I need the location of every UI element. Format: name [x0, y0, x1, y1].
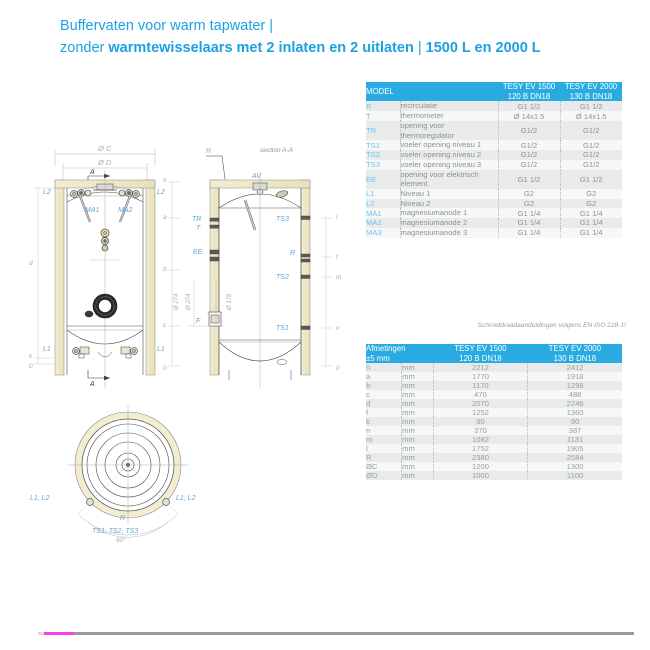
row-value-a: G1 1/4: [498, 208, 560, 218]
dim-unit: mm: [402, 399, 434, 408]
row-value-b: G2: [560, 199, 622, 209]
table-row: [366, 140, 622, 150]
table-row: [366, 462, 622, 471]
dim-code: c: [366, 390, 402, 399]
dim-value-a: 1252: [433, 408, 527, 417]
dim-value-b: 2584: [528, 453, 622, 462]
table-row: [366, 372, 622, 381]
dim-header-line1: Afmetingen: [366, 344, 406, 353]
label-angle-90: 90°: [116, 537, 126, 544]
model-header-col-b-line2: 130 B DN18: [569, 91, 613, 101]
model-table: [366, 82, 622, 238]
model-header-col-b: [560, 82, 622, 101]
table-row: [366, 471, 622, 480]
dim-code: n: [366, 426, 402, 435]
title-line-1: Buffervaten voor warm tapwater |: [60, 18, 274, 34]
table-row: [366, 435, 622, 444]
row-value-a: Ø 14x1.5: [498, 111, 560, 121]
row-desc: recirculatie: [400, 101, 498, 111]
row-value-b: G1/2: [560, 121, 622, 140]
dim-value-a: 1752: [433, 444, 527, 453]
table-row: [366, 218, 622, 228]
table-row: [366, 390, 622, 399]
label-ee: EE: [193, 249, 203, 256]
dimensions-table-body: [366, 363, 622, 480]
footer-rule-magenta-segment: [44, 632, 74, 635]
dim-front-a: a: [163, 214, 167, 221]
dim-unit: mm: [402, 372, 434, 381]
table-row: [366, 199, 622, 209]
section-caption: section A-A: [260, 147, 293, 154]
model-header-col-a: [498, 82, 560, 101]
dim-code: ØD: [366, 471, 402, 480]
dim-header-col-a-line1: TESY EV 1500: [454, 344, 507, 353]
label-f: F: [196, 318, 201, 325]
dim-section-zero: 0: [336, 365, 340, 372]
row-desc: voeler opening niveau 3: [400, 160, 498, 170]
row-code: MA1: [366, 208, 400, 218]
table-row: [366, 208, 622, 218]
row-desc: opening voor thermoregulator: [400, 121, 498, 140]
dim-unit: mm: [402, 444, 434, 453]
row-value-b: G1/2: [560, 150, 622, 160]
label-r-top: R: [206, 148, 212, 155]
table-row: [366, 189, 622, 199]
row-code: MA2: [366, 218, 400, 228]
dim-value-b: 2412: [528, 363, 622, 372]
table-row: [366, 381, 622, 390]
dim-unit: mm: [402, 381, 434, 390]
dim-value-a: 90: [433, 417, 527, 426]
row-value-a: G1 1/4: [498, 218, 560, 228]
label-l1-l2-left: L1, L2: [30, 495, 50, 502]
table-row: [366, 399, 622, 408]
table-row: [366, 111, 622, 121]
row-value-b: G1 1/2: [560, 101, 622, 111]
dim-code: ØC: [366, 462, 402, 471]
row-value-a: G1 1/2: [498, 170, 560, 189]
dim-header-label: [366, 344, 433, 363]
model-header-label: MODEL: [366, 82, 498, 101]
dim-section-l: l: [336, 214, 338, 221]
top-view-drawing: [30, 405, 196, 544]
section-arrow-a-top: A: [90, 169, 95, 176]
dim-value-b: 1131: [528, 435, 622, 444]
table-row: [366, 408, 622, 417]
table-row: [366, 444, 622, 453]
dim-code: m: [366, 435, 402, 444]
model-header-col-a-line2: 120 B DN18: [507, 91, 551, 101]
dim-front-k: k: [29, 353, 33, 360]
dim-value-b: 1100: [528, 471, 622, 480]
label-ma2: MA2: [118, 207, 133, 214]
row-value-a: G2: [498, 199, 560, 209]
dim-unit: mm: [402, 417, 434, 426]
dim-value-a: 2070: [433, 399, 527, 408]
dim-front-b: b: [163, 266, 167, 273]
row-value-a: G1 1/2: [498, 101, 560, 111]
row-value-b: G1/2: [560, 160, 622, 170]
dim-header-col-a-line2: 120 B DN18: [459, 353, 502, 363]
row-value-a: G1/2: [498, 160, 560, 170]
table-row: [366, 121, 622, 140]
label-t: T: [196, 225, 201, 232]
dim-code: d: [366, 399, 402, 408]
row-code: T: [366, 111, 400, 121]
row-value-a: G1/2: [498, 140, 560, 150]
dim-code: l: [366, 444, 402, 453]
title-bold-1: warmtewisselaars met 2 inlaten en 2 uitlaten: [108, 39, 414, 56]
dim-value-a: 1082: [433, 435, 527, 444]
label-ts3: TS3: [276, 216, 289, 223]
dim-code: a: [366, 372, 402, 381]
row-desc: voeler opening niveau 1: [400, 140, 498, 150]
label-av: AV: [252, 173, 261, 180]
section-arrow-a-bottom: A: [90, 381, 95, 388]
dim-value-b: 1300: [528, 462, 622, 471]
title-separator: |: [413, 39, 426, 56]
dim-value-a: 2212: [433, 363, 527, 372]
row-desc: thermometer: [400, 111, 498, 121]
dim-unit: mm: [402, 471, 434, 480]
dim-front-d274: Ø 274: [174, 293, 180, 310]
dim-header-line2: ±5 mm: [366, 353, 390, 363]
front-view-drawing: [29, 144, 180, 388]
row-code: R: [366, 101, 400, 111]
label-l1-left: L1: [43, 346, 51, 353]
dim-unit: mm: [402, 435, 434, 444]
dim-section-f: f: [336, 254, 338, 261]
dim-value-a: 1170: [433, 381, 527, 390]
table-row: [366, 101, 622, 111]
dim-value-b: 1298: [528, 381, 622, 390]
dim-value-b: 2246: [528, 399, 622, 408]
model-table-header: [366, 82, 622, 101]
row-code: L2: [366, 199, 400, 209]
row-desc: opening voor elektrisch element: [400, 170, 498, 189]
title-line-2: [60, 38, 640, 60]
dim-diameter-c: Ø C: [98, 144, 112, 153]
label-r-right: R: [290, 250, 296, 257]
row-code: TR: [366, 121, 400, 140]
dim-front-h: h: [163, 177, 167, 184]
dim-header-col-b-line1: TESY EV 2000: [548, 344, 601, 353]
row-code: TS3: [366, 160, 400, 170]
row-value-a: G1/2: [498, 121, 560, 140]
dim-unit: mm: [402, 363, 434, 372]
dim-section-d274: Ø 274: [186, 293, 192, 310]
dim-value-a: 470: [433, 390, 527, 399]
label-l1-right: L1: [157, 346, 165, 353]
row-code: MA3: [366, 228, 400, 238]
label-l2-left: L2: [43, 189, 51, 196]
dim-unit: mm: [402, 390, 434, 399]
label-ts1: TS1: [276, 325, 289, 332]
dim-header-col-a: [433, 344, 527, 363]
model-table-note: Schroefdraadaanduidingen volgens EN ISO 228-1!: [477, 322, 626, 329]
row-desc: magnesiumanode 1: [400, 208, 498, 218]
row-value-a: G2: [498, 189, 560, 199]
dim-value-a: 1200: [433, 462, 527, 471]
row-code: TS1: [366, 140, 400, 150]
row-value-b: Ø 14x1.5: [560, 111, 622, 121]
dim-value-a: 1770: [433, 372, 527, 381]
dim-front-zero: 0: [29, 363, 33, 370]
table-row: [366, 453, 622, 462]
dim-value-b: 387: [528, 426, 622, 435]
dim-value-b: 1360: [528, 408, 622, 417]
dim-value-b: 488: [528, 390, 622, 399]
row-code: TS2: [366, 150, 400, 160]
dim-value-b: 1905: [528, 444, 622, 453]
row-value-b: G1 1/4: [560, 228, 622, 238]
dim-value-a: 1000: [433, 471, 527, 480]
dim-section-d176: Ø 176: [227, 293, 233, 310]
dim-diameter-d: Ø D: [98, 158, 112, 167]
table-row: [366, 363, 622, 372]
label-l1-l2-right: L1, L2: [176, 495, 196, 502]
dim-unit: mm: [402, 462, 434, 471]
dim-unit: mm: [402, 453, 434, 462]
technical-drawings: [10, 130, 350, 650]
label-r-topview: R: [120, 515, 126, 522]
row-value-b: G2: [560, 189, 622, 199]
label-tr: TR: [192, 216, 202, 223]
page-title: [60, 16, 640, 60]
table-row: [366, 228, 622, 238]
dim-section-m: m: [336, 274, 342, 281]
model-header-col-a-line1: TESY EV 1500: [502, 82, 556, 91]
dim-value-b: 1918: [528, 372, 622, 381]
row-desc: voeler opening niveau 2: [400, 150, 498, 160]
dim-code: b: [366, 381, 402, 390]
dim-value-a: 2380: [433, 453, 527, 462]
dim-code: h: [366, 363, 402, 372]
row-value-b: G1 1/2: [560, 170, 622, 189]
row-desc: magnesiumanode 3: [400, 228, 498, 238]
dim-header-col-b: [528, 344, 622, 363]
dim-front-c: c: [163, 322, 167, 329]
model-header-col-b-line1: TESY EV 2000: [564, 82, 618, 91]
model-table-body: [366, 101, 622, 237]
dim-value-b: 90: [528, 417, 622, 426]
title-prefix: zonder: [60, 39, 109, 56]
label-ts-topview: TS1, TS2, TS3: [92, 528, 139, 535]
table-row: [366, 426, 622, 435]
section-aa-drawing: [186, 147, 342, 388]
dim-code: f: [366, 408, 402, 417]
dimensions-table-header: [366, 344, 622, 363]
row-value-b: G1 1/4: [560, 208, 622, 218]
label-l2-right: L2: [157, 189, 165, 196]
dim-front-d: d: [29, 260, 33, 267]
row-value-a: G1 1/4: [498, 228, 560, 238]
dim-header-col-b-line2: 130 B DN18: [553, 353, 597, 363]
dim-code: k: [366, 417, 402, 426]
dim-front-zero-right: 0: [163, 365, 167, 372]
dim-section-n: n: [336, 325, 340, 332]
title-bold-2: 1500 L en 2000 L: [425, 39, 541, 56]
dim-value-a: 370: [433, 426, 527, 435]
dim-unit: mm: [402, 408, 434, 417]
dim-code: R: [366, 453, 402, 462]
row-value-a: G1/2: [498, 150, 560, 160]
row-code: EE: [366, 170, 400, 189]
table-row: [366, 160, 622, 170]
table-row: [366, 417, 622, 426]
table-row: [366, 170, 622, 189]
row-value-b: G1/2: [560, 140, 622, 150]
row-desc: magnesiumanode 2: [400, 218, 498, 228]
label-ma1: MA1: [85, 207, 100, 214]
table-row: [366, 150, 622, 160]
row-value-b: G1 1/4: [560, 218, 622, 228]
dimensions-table: [366, 344, 622, 480]
row-desc: Niveau 1: [400, 189, 498, 199]
footer-rule: [38, 632, 634, 635]
row-desc: Niveau 2: [400, 199, 498, 209]
dim-unit: mm: [402, 426, 434, 435]
row-code: L1: [366, 189, 400, 199]
label-ts2: TS2: [276, 274, 289, 281]
